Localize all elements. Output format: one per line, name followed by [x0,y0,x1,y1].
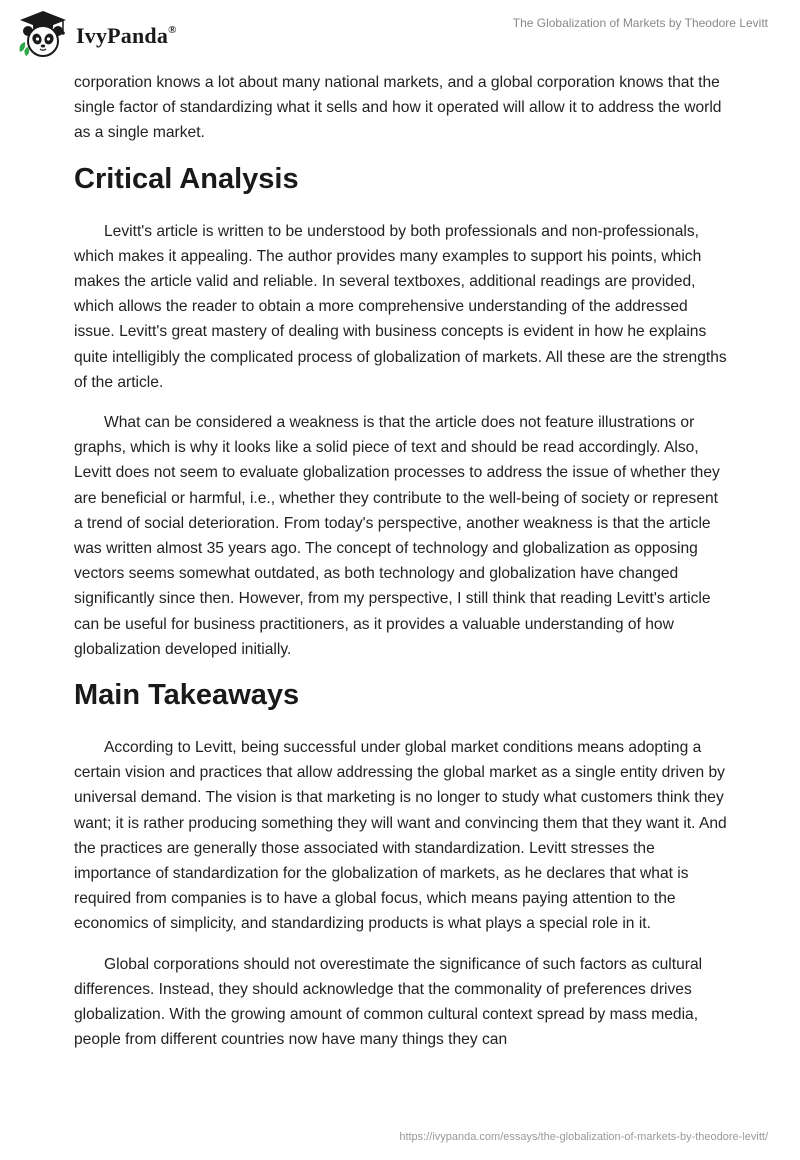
intro-paragraph: corporation knows a lot about many national markets, and a global corporation knows that the single factor of standardizing what it sells and how it operated will allow it to address the world as a single market. [74,74,722,142]
critical-analysis-paragraph-1: Levitt's article is written to be understood by both professionals and non-professionals, which makes it appealing. The author provides many examples to support his points, which makes the article valid and reliable. In several textboxes, additional readings are provided, which allows the reader to obtain a more comprehensive understanding of the addressed issue. Levitt's great mastery of dealing with business concepts is evident in how he explains quite intelligibly the complicated process of globalization of markets. All these are the strengths of the article. [74,222,727,391]
heading-main-takeaways: Main Takeaways [74,679,300,712]
essay-content [74,70,730,1068]
page-header [0,0,800,66]
panda-graduate-icon [16,8,70,60]
ivypanda-logo[interactable] [16,8,177,60]
main-takeaways-paragraph-2: Global corporations should not overestimate the significance of such factors as cultural differences. Instead, they should acknowledge that the commonality of preferences drives globalization. With the growing amount of common cultural context spread by mass media, people from different countries now have many things they can [74,955,703,1049]
brand-name: IvyPanda® [76,23,177,48]
critical-analysis-paragraph-2: What can be considered a weakness is that the article does not feature illustrations or graphs, which is why it looks like a solid piece of text and should be read accordingly. Also, Levitt does not seem to evaluate globalization processes to address the issue of whether they are beneficial or harmful, i.e., whether they contribute to the well-being of society or represent a trend of social deterioration. From today's perspective, another weakness is that the article was written almost 35 years ago. The concept of technology and globalization as opposing vectors seems somewhat outdated, as both technology and globalization have changed significantly since then. However, from my perspective, I still think that reading Levitt's article can be useful for business practitioners, as it provides a valuable understanding of how globalization developed initially. [74,414,720,658]
heading-critical-analysis: Critical Analysis [74,162,299,195]
source-url[interactable]: https://ivypanda.com/essays/the-globalization-of-markets-by-theodore-levitt/ [399,1131,768,1143]
main-takeaways-paragraph-1: According to Levitt, being successful under global market conditions means adopting a certain vision and practices that allow addressing the global market as a single entity driven by universal demand. The vision is that marketing is no longer to study what customers think they want; it is rather producing something they will want and convincing them that they want it. And the practices are generally those associated with standardization. Levitt stresses the importance of standardization for the globalization of markets, as he declares that what is required from companies is to have a global focus, which means paying attention to the economics of simplicity, and standardizing products is what plays a special role in it. [74,739,727,933]
document-title: The Globalization of Markets by Theodore Levitt [512,16,768,30]
